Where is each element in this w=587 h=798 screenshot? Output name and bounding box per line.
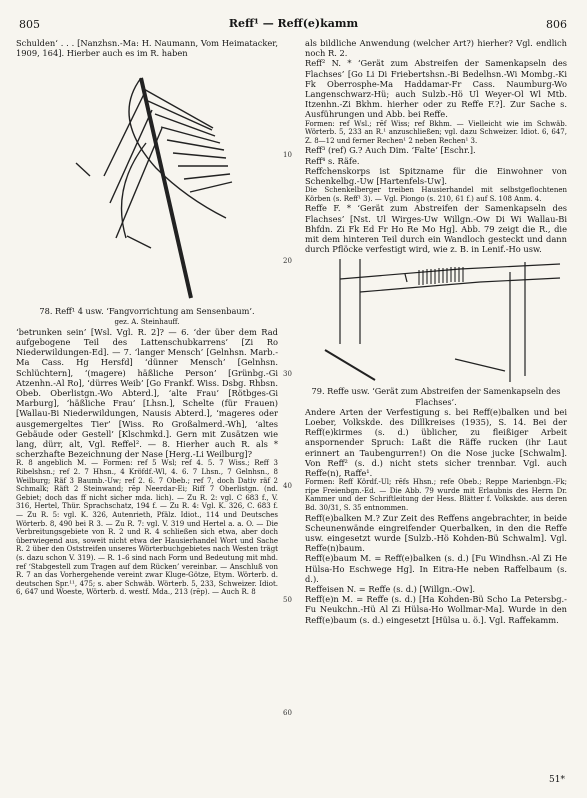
page-number-right: 806: [546, 18, 567, 31]
left-notes-text: R. 8 angeblich M. — Formen: ref 5 Wsl; ref 4. 5. 7 Wiss.; Reff 3 Ribelshsn.; ref 2. 7 Hhsn., 4 Kröfdf.-Wl, 4. 6. 7 Lhsn., 7 Gelnhsn., 8 Weilburg; Räf 3 Baumb.-Uw; ref 2. 6. 7 Obeb.; ref 7, doch Dativ räf 2 Schmalk; Räft 2 Steinwand; rēp Neerdar-Ei; Riff 7 Oberlistgn. (nd. Gebiet; doch das ff nicht sicher mda. lich). — Zu R. 2: vgl. C 683 f., V. 316, Hertel, Thür. Sprachschatz, 194 f. — Zu R. 4: Vgl. K. 326, C. 683 f. — Zu R. 5: vgl. K. 326, Autenrieth, Pfälz. Idiot., 114 und Deutsches Wörterb. 8, 490 bei R 3. — Zu R. 7: vgl. V. 319 und Hertel a. a. O. — Die Verbreitungsgebiete von R. 2 und R. 4 schließen sich etwa, aber doch überwiegend aus, soweit nicht etwa der Hausierhandel Wort und Sache R. 2 über den Oststreifen unseres Wörterbuchgebietes nach Westen trägt (s. dazu schon V. 319). — R. 1–6 sind nach Form und Bedeutung mit mhd. ref ‘Stabgestell zum Tragen auf dem Rücken’ vereinbar. — Anschluß von R. 7 an das Vorhergehende vereint zwar Kluge-Götze, Etym. Wörterb. d. deutschen Spr.¹¹, 475; s. aber Schwäb. Wörterb. 5, 233, Schweizer. Idiot. 6, 647 und Woeste, Wörterb. d. westf. Mda., 213 (rēp). — Auch R. 8: [16, 459, 278, 597]
line-number-50: 50: [283, 596, 292, 604]
entry-reff4: Reff⁴ s. Räfe.: [305, 155, 360, 166]
figure-79-flax-ripple: [305, 254, 567, 386]
right-p1: als bildliche Anwendung (welcher Art?) hierher? Vgl. endlich noch R. 2.: [305, 38, 567, 59]
entry-reffebaum: Reff(e)baum M. = Reff(e)balken (s. d.) [Fu Windhsn.-Al Zi He Hülsa-Ho Eschwege Hg]. In Eitra-He neben Raffelbaum (s. d.).: [305, 553, 567, 584]
right-column: [305, 38, 567, 625]
left-column: [16, 38, 278, 597]
line-number-10: 10: [283, 151, 292, 159]
entry-reff2-forms: Formen: ref Wsl.; rēf Wiss; ref Bkhm. — Vielleicht wie im Schwäb. Wörterb. 5, 233 an R.¹ anzuschließen; vgl. dazu Schweizer. Idiot. 6, 647, Z. 8—12 und ferner Rechen¹ 2 neben Rechen¹ 3.: [305, 119, 567, 145]
figure-78-caption: 78. Reff¹ 4 usw. ‘Fangvorrichtung am Sensenbaum’.: [39, 306, 255, 317]
figure-79-caption: 79. Reffe usw. ‘Gerät zum Abstreifen der Samenkapseln des Flachses’.: [311, 386, 561, 407]
right-p9: Andere Arten der Verfestigung s. bei Reff(e)balken und bei Loeber, Volkskde. des Dillkreises (1935), S. 14. Bei der Reff(e)kirmes (s. d.) üblicher, zu fleißiger Arbeit anspornender Spruch: Laßt die Räffe rucken (ihr Laut erinnert an Taubengurren!) On die Nose jucke [Schwalm]. Von Reff² (s. d.) nicht stets sicher trennbar. Vgl. auch Reffe(n), Raffe¹.: [305, 406, 567, 479]
entry-reff2: Reff² N. * ‘Gerät zum Abstreifen der Samenkapseln des Flachses’ [Go Li Di Friebertshsn.-Bi Bedelhsn.-Wi Mombg.-Ki Fk Oberrosphe-Ma Haddamar-Fr Cass. Naumburg-Wo Langenschwarz-Hü; auch Sulzb.-Hö Ul Weyer-Ol Wl Mtb. Itzenhn.-Zi Bkhm. hierher oder zu Reffe F.?]. Zur Sache s. Ausführungen und Abb. bei Reffe.: [305, 58, 567, 120]
line-number-40: 40: [283, 482, 292, 490]
entry-reffen: Reff(e)n M. = Reffe (s. d.) [Ha Kohden-Bü Scho La Petersbg.-Fu Neukchn.-Hü Al Zi Hülsa-Ho Wollmar-Ma]. Wurde in den Reff(e)baum (s. d.) eingesetzt [Hülsa u. ö.]. Vgl. Raffekamm.: [305, 594, 567, 625]
page-number-left: 805: [19, 18, 40, 31]
entry-reffchenskorps-note: Die Schenkelberger treiben Hausierhandel mit selbstgeflochtenen Körben (s. Reff¹ 3). — Vgl. Piongo (s. 210, 61 f.) auf S. 108 Anm. 4.: [305, 186, 567, 203]
figure-78-scythe-cradle: [16, 58, 278, 306]
line-number-20: 20: [283, 257, 292, 265]
left-top-text: Schulden‘ . . . [Nanzhsn.-Ma: H. Naumann, Vom Heimatacker, 1909, 164]. Hierber auch es im R. haben: [16, 38, 278, 59]
entry-reffebalken: Reff(e)balken M.? Zur Zeit des Reffens angebrachter, in beide Scheunenwände eingreifender Querbalken, in den die Reffe usw. eingesetzt wurde [Sulzb.-Hö Kohden-Bü Schwalm]. Vgl. Reffe(n)baum.: [305, 512, 567, 554]
entry-reffeisen: Reffeisen N. = Reffe (s. d.) [Willgn.-Ow].: [305, 584, 476, 595]
signature-mark: 51*: [549, 775, 565, 785]
left-body-text: ‘betrunken sein’ [Wsl. Vgl. R. 2]? — 6. ‘der über dem Rad aufgebogene Teil des Lattenschubkarrens’ [Zi Ro Niederwildungen-Ed]. — 7. ‘langer Mensch’ [Gelnhsn. Marb.-Ma Cass. Hg Hersfd] ‘dünner Mensch’ [Gelnhsn. Schlüchtern], ‘(magere) häßliche Person’ [Grünbg.-Gi Atzenhn.-Al Ro], ‘dürres Weib’ [Go Frankf. Wiss. Dsbg. Rhbsn. Obeb. Oberlistgn.-Wo Abterd.], ‘alte Frau’ [Rötbges-Gi Marburg], ‘häßliche Frau’ [Lhsn.], Schelte (für Frauen) [Wallau-Bi Niederwildungen, Nausis Abterd.], ‘mageres oder ausgemergeltes Tier’ [Wiss. Ro Großalmerd.-Wh], ‘altes Gebäude oder Gestell’ [Klschmkd.]. Gern mit Zusätzen wie lang, dürr, alt, Vgl. Reffel². — 8. Hierher auch R. als * scherzhafte Bezeichnung der Nase [Herg.-Li Weilburg]?: [16, 326, 278, 460]
entry-reffchenskorps: Reffchenskorps ist Spitzname für die Einwohner von Schenkelbg.-Uw [Hartenfels-Uw].: [305, 165, 567, 187]
figure-78-credit: gez. A. Steinhauff.: [114, 317, 180, 326]
line-number-60: 60: [283, 709, 292, 717]
line-number-30: 30: [283, 370, 292, 378]
entry-reff3: Reff³ (ref) G.? Auch Dim. ‘Falte’ [Eschr.].: [305, 145, 476, 156]
running-head: Reff¹ — Reff(e)kamm: [228, 17, 359, 30]
entry-reffe-forms: Formen: Reff Kördf.-Ul; rēfs Hhsn.; refe Obeb.; Reppe Marienbgn.-Fk; ripe Freienbgn.-Ed. — Die Abb. 79 wurde mit Erlaubnis des Herrn Dr. Kammer und der Schriftleitung der Hess. Blätter f. Volkskde. aus deren Bd. 30/31, S. 35 entnommen.: [305, 478, 567, 513]
entry-reffe: Reffe F. * ‘Gerät zum Abstreifen der Samenkapseln des Flachses’ [Nst. Ul Wirges-Uw Willgn.-Ow Di Wi Wallau-Bi Bhfdn. Zi Fk Ed Fr Ho Re Mo Hg]. Abb. 79 zeigt die R., die mit dem hinteren Teil durch ein Wandloch gesteckt und dann durch Pflöcke verfestigt wird, wie z. B. in Lenif.-Ho usw.: [305, 203, 567, 255]
